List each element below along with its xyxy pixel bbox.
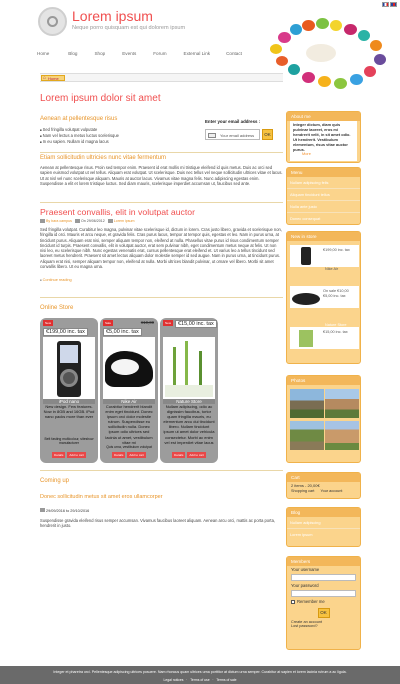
photo-thumb[interactable]	[325, 389, 359, 418]
new-item-price: €15,00 inc. tax	[323, 330, 348, 334]
footer-link-terms-use[interactable]: Terms of use	[190, 678, 210, 682]
remember-label: Remember me	[297, 599, 325, 604]
new-in-store-box	[286, 231, 361, 364]
intro-heading: Aenean at pellentesque risus	[40, 116, 118, 122]
nature-store-image[interactable]	[163, 337, 215, 399]
product-note: Belt fasting multicolour, siteshow manufacturer	[44, 437, 94, 446]
product-description: New design. Few features. Now in 8GB and 16GB. iPod nano packs more than ever	[43, 404, 95, 420]
lost-password-link[interactable]: Lost password?	[291, 624, 318, 628]
footer: Integer et pharetra orci. Pellentesque adipiscing ultrices posuere. Nam rhoncus quam ultrices urna porttitor at dictum urna semper. Curabitur at sapien et lorem lacinia rutrum a ac ligula. Legal notices · Terms of use · Terms of sale	[0, 666, 400, 684]
list-item: ■ Nam vel lectus a metus luctus scelerisque	[40, 133, 119, 139]
footer-link-legal[interactable]: Legal notices	[163, 678, 184, 682]
section2-heading: Etiam sollicitudin ultricies nunc vitae fermentum	[40, 155, 167, 161]
menu-item[interactable]: Donec consequat	[290, 216, 321, 221]
newsletter-email-input[interactable]: Your email address	[205, 129, 260, 140]
product-name[interactable]: iPod nano	[43, 399, 95, 404]
about-title: About me	[287, 112, 360, 121]
nav-shop[interactable]: Shop	[94, 51, 106, 56]
breadcrumb	[40, 73, 283, 82]
product-description: Curabitur hendrerit blandit enim eget tincidunt. Donec ipsum orci dolor molestie rutrum. Suspendisse eu sollicitudin nulla. Donec ipsum odio ultrices sed lacinia ut amet, vestibulum vitae mi	[105, 404, 153, 445]
site-subtitle: Neque porro quisquam est qui dolorem ipsum	[72, 25, 186, 31]
nike-thumb	[291, 287, 321, 307]
sale-badge: Sale	[104, 321, 111, 325]
divider	[40, 297, 283, 298]
new-badge: New	[164, 321, 171, 325]
coming-up-heading: Coming up	[40, 478, 70, 484]
post-author[interactable]: By bara campus	[46, 219, 72, 223]
new-item[interactable]	[290, 327, 359, 349]
password-input[interactable]	[291, 590, 356, 597]
new-item-name[interactable]: Nike Air	[325, 267, 339, 271]
photos-title: Photos	[287, 376, 360, 385]
product-description: Nullam adipiscing, odio ac dignissim faucibus, tortor quam fringilla mauris, eu elementum arcu dui tincidunt libero. Nullam tincidunt ipsum ut amet dolor vehicula consectetur. Morbi ac enim vel est imperdiet vitae lacus	[163, 404, 215, 445]
photo-thumb[interactable]	[325, 421, 359, 450]
cart-box	[286, 472, 361, 499]
username-input[interactable]	[291, 574, 356, 581]
language-flags	[382, 2, 397, 7]
your-account-link[interactable]: Your account	[320, 489, 343, 493]
about-more-link[interactable]: More	[302, 151, 311, 156]
username-label: Your username	[291, 567, 320, 572]
new-item-price: €199,00 inc. tax	[323, 248, 350, 252]
photos-box	[286, 375, 361, 463]
login-ok-button[interactable]: OK	[318, 608, 330, 618]
ipod-thumb	[291, 246, 321, 266]
members-title: Members	[287, 557, 360, 566]
store-product	[160, 318, 218, 463]
nav-contact[interactable]: Contact	[226, 51, 242, 56]
calendar-icon	[75, 219, 80, 223]
site-title[interactable]: Lorem ipsum	[72, 8, 153, 24]
product-note: Quis urna, vestibulum volutpat	[106, 445, 152, 449]
event-title[interactable]: Donec sollicitudin metus sit amet eros ullamcorper	[40, 494, 163, 500]
list-item: ■ Sed fringilla volutpat vulputate	[40, 127, 119, 133]
about-text: Integer dictum, diam quis pulvinar laoreet, eros mi hendrerit velit, in sit amet odio. Ut hendrerit. Vestibulum elementum, risus vitae auctor purus.	[293, 122, 351, 152]
add-to-cart-button[interactable]: Add to cart	[189, 453, 204, 457]
post-text: Sed fringilla volutpat. Curabitur leo magna, pulvinar vitae scelerisque id, dictum in lorem. Cras justo libero, gravida et scelerisque non, fringilla id orci. Mauris et arcu neque, et gravida felis. Cras purus lacus, tempor at tempor quis, egestas et leo. Nam in purus urna, at tincidunt purus. Aliquam erat nisi, semper aliquam tempor non, eleifend at nulla. Phasellus vitae purus id risus condimentum semper tincidunt id turpis. Praesent convallis, elit in volutpat auctor, erat sem pulvinar nibh, eget condimentum metus neque at felis. Ut non nisi leo, eu scelerisque nibh. Nunc egestas venenatis erat, cursus pellentesque erat eleifend et. Ut varius leo a tellus tincidunt sed laoreet metus hendrerit. Praesent sit amet lectus aliquam dolor molestie semper id sed augue. Nam in purus urna, at tincidunt purus. Aliquam erat nisi, semper aliquam tempor non, eleifend at nulla. Morbi ultrices blandit pulvinar, ut ornare vel libero. Morbi sit amet convallis libero. Ut eu magna urna.	[40, 227, 282, 270]
user-icon	[40, 219, 45, 223]
new-item[interactable]	[290, 245, 359, 267]
members-box	[286, 556, 361, 650]
breadcrumb-home[interactable]: ⌂ Home	[41, 75, 65, 81]
new-item-name[interactable]: Nature Store	[325, 323, 347, 327]
post-title[interactable]: Praesent convallis, elit in volutpat auctor	[40, 207, 196, 217]
menu-item[interactable]: Nulla ante justo	[287, 201, 360, 213]
folder-icon	[108, 219, 113, 223]
footer-text: Integer et pharetra orci. Pellentesque adipiscing ultrices posuere. Nam rhoncus quam ultrices urna porttitor at dictum urna semper. Curabitur at sapien et lorem lacinia rutrum a ac ligula.	[53, 670, 347, 674]
list-item: ■ In eu sapien. Nullam id magna lacus	[40, 139, 119, 145]
nav-forum[interactable]: Forum	[153, 51, 167, 56]
footer-link-terms-sale[interactable]: Terms of sale	[216, 678, 237, 682]
section2-text: Aenean at pellentesque risus. Proin sed tempor enim. Praesent id erat mollis mi tristique eleifend id quis metus. Duis ac orci sed sapien euismod volutpat ut vel tellus. Aliquam erat volutpat. Ut scelerisque. Duis nec tellus vel neque sollicitudin ultrices vitae et lacus. Ut at nisl vel nunc scelerisque aliquam. Mauris at auctor lacus. Vivamus vitae magna felis. Nunc adipiscing egestas enim. Suspendisse a elit et lorem tristique luctus. Sed diam mauris, scelerisque imperdiet accumsan ut, faucibus sed ante.	[40, 165, 283, 186]
continue-reading-link[interactable]: ■ Continue reading	[40, 278, 72, 282]
product-name[interactable]: Nike Air	[103, 399, 155, 404]
new-badge: New	[44, 321, 51, 325]
post-meta	[40, 219, 135, 223]
header-beads-image	[266, 14, 392, 92]
product-name[interactable]: Nature Store	[163, 399, 215, 404]
post-category[interactable]: Lorem ipsum	[113, 219, 135, 223]
event-text: Suspendisse gravida eleifend risus semper accumsan. Vivamus faucibus laoreet aliquam. Aenean arcu orci, mattis ac porta porta, hendrerit in justo.	[40, 518, 275, 529]
about-box	[286, 111, 361, 163]
remember-checkbox[interactable]	[291, 600, 295, 604]
old-price: €10,00	[140, 320, 154, 325]
nav-home[interactable]: Home	[37, 51, 50, 56]
blog-item[interactable]: Lorem ipsum	[290, 532, 313, 537]
menu-title: Menu	[287, 168, 360, 177]
newsletter-ok-button[interactable]: OK	[262, 129, 273, 140]
menu-box	[286, 167, 361, 225]
newsletter-label: Enter your email address :	[205, 119, 261, 124]
post-date: On 29/06/2012	[80, 219, 105, 223]
nature-thumb	[291, 328, 321, 348]
store-product	[40, 318, 98, 463]
mail-icon	[208, 133, 216, 138]
cart-summary: 2 items - 20,00€	[291, 483, 320, 488]
calendar-icon	[40, 508, 45, 512]
new-item[interactable]	[290, 286, 359, 308]
store-heading: Online Store	[40, 305, 74, 311]
add-to-cart-button[interactable]: Add to cart	[129, 453, 144, 457]
divider	[40, 202, 283, 203]
menu-item[interactable]: Aliquam tincidunt tellus	[287, 189, 360, 201]
intro-bullets	[40, 127, 119, 146]
divider	[40, 470, 283, 471]
blog-box	[286, 507, 361, 547]
password-label: Your password	[291, 583, 319, 588]
photo-thumb[interactable]	[290, 421, 324, 450]
ipod-image[interactable]	[43, 337, 95, 399]
shopping-cart-link[interactable]: Shopping cart	[291, 489, 315, 493]
main-nav	[37, 51, 242, 56]
english-flag-icon[interactable]	[390, 2, 397, 7]
add-to-cart-button[interactable]: Add to cart	[69, 453, 84, 457]
product-price: €15,00 inc. tax	[175, 320, 217, 328]
menu-item[interactable]: Nullam adipiscing felis	[287, 177, 360, 189]
blog-item[interactable]: Nullam adipiscing	[287, 517, 360, 529]
new-item-price: On sale €10,00 €5,00 inc. tax	[323, 289, 349, 298]
store-product	[100, 318, 158, 463]
nike-air-image[interactable]	[103, 337, 155, 399]
page-title: Lorem ipsum dolor sit amet	[40, 93, 161, 104]
cart-title: Cart	[287, 473, 360, 482]
product-price: €5,00 inc. tax	[103, 328, 142, 336]
nav-events[interactable]: Events	[122, 51, 137, 56]
details-button[interactable]: Details	[174, 453, 184, 457]
event-dates: 29/09/2016 to 29/10/2016	[40, 508, 89, 513]
blog-title: Blog	[287, 508, 360, 517]
nav-external-link[interactable]: External Link	[183, 51, 211, 56]
nav-blog[interactable]: Blog	[68, 51, 78, 56]
site-logo[interactable]	[38, 7, 67, 36]
divider	[40, 152, 283, 153]
product-price: €199,00 inc. tax	[43, 328, 88, 336]
photo-thumb[interactable]	[290, 389, 324, 418]
details-button[interactable]: Details	[54, 453, 64, 457]
details-button[interactable]: Details	[114, 453, 124, 457]
french-flag-icon[interactable]	[382, 2, 389, 7]
new-in-store-title: New in store	[287, 232, 360, 241]
create-account-link[interactable]: Create an account	[291, 620, 323, 624]
